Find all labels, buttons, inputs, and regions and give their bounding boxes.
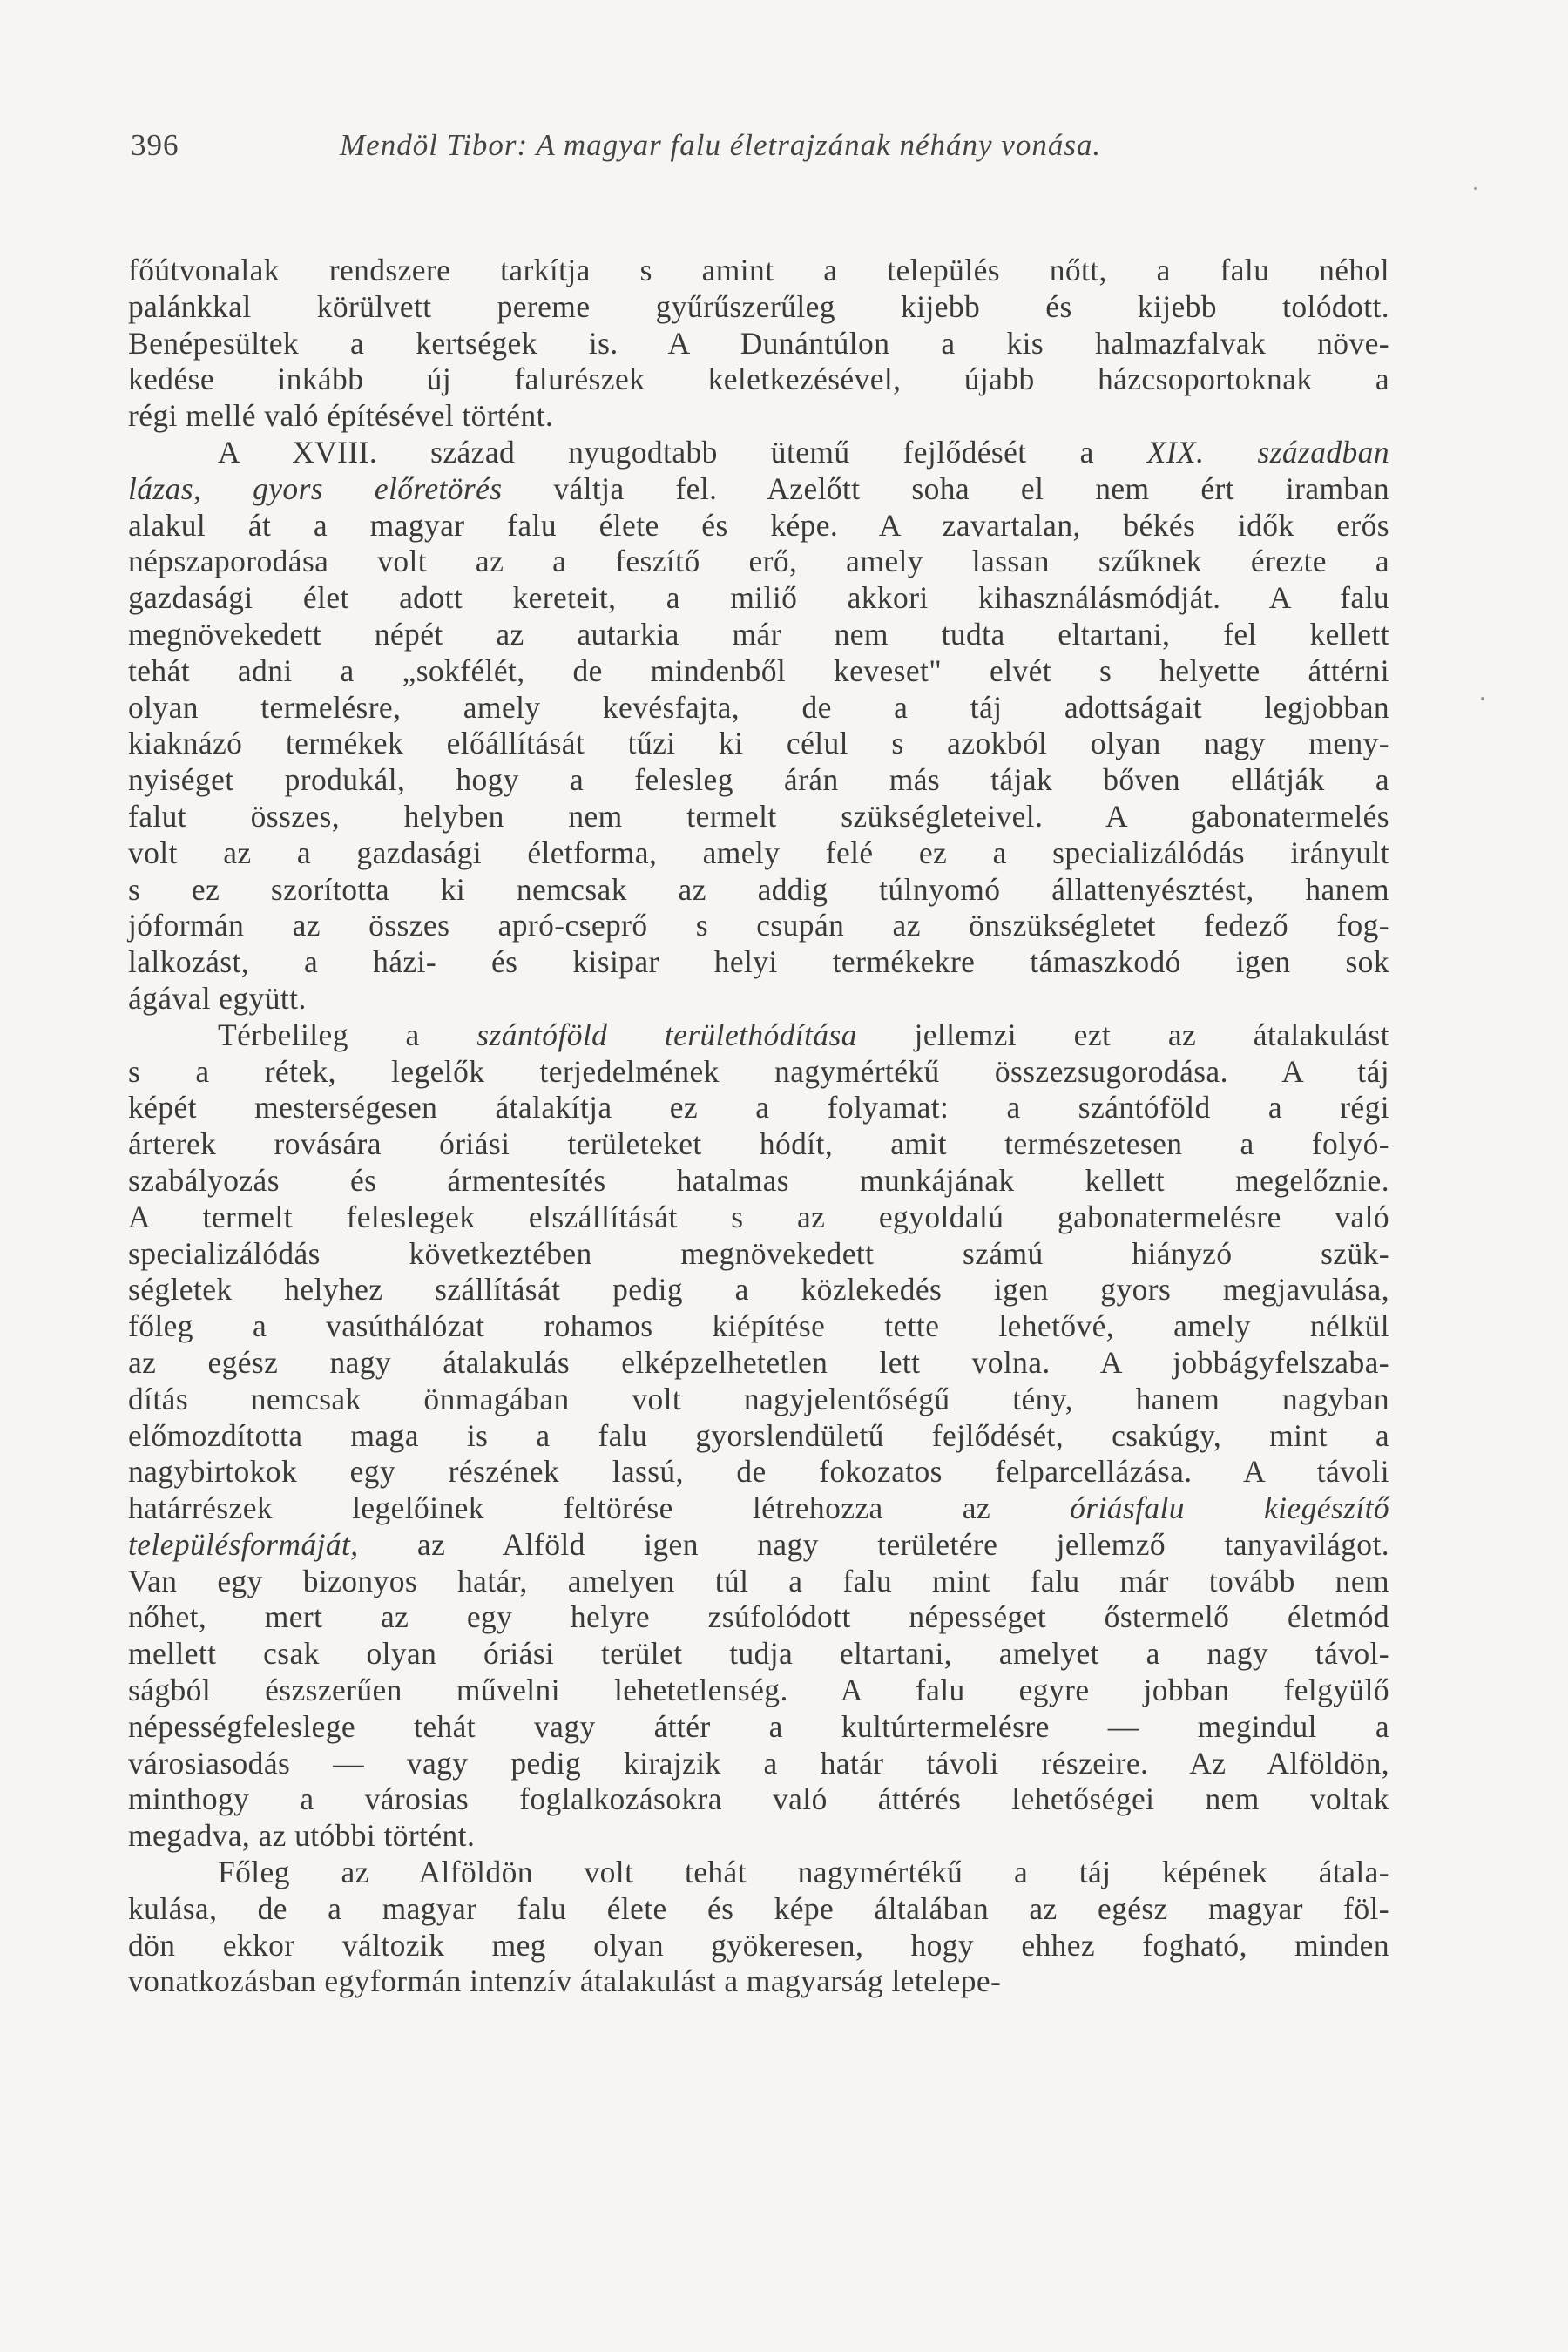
text-line [128, 580, 1389, 617]
line-text: városiasodás — vagy pedig kirajzik a határ távoli részeire. Az Alföldön, [128, 1745, 1389, 1781]
text-line [128, 1891, 1389, 1928]
line-text: régi mellé való építésével történt. [128, 398, 554, 434]
text-line [128, 253, 1389, 289]
line-text: olyan termelésre, amely kevésfajta, de a táj adottságait legjobban [128, 689, 1389, 725]
line-text: az Alföld igen nagy területére jellemző tanyavilágot. [358, 1526, 1389, 1562]
text-line [128, 1054, 1389, 1091]
line-text: előmozdította maga is a falu gyorslendületű fejlődését, csakúgy, mint a [128, 1417, 1389, 1453]
text-line [128, 1599, 1389, 1636]
text-line [128, 1781, 1389, 1818]
running-head [131, 128, 1389, 172]
line-text: lalkozást, a házi- és kisipar helyi termékekre támaszkodó igen sok [128, 944, 1389, 980]
text-line [128, 1200, 1389, 1236]
line-text: nőhet, mert az egy helyre zsúfolódott népességet őstermelő életmód [128, 1599, 1389, 1635]
text-line [128, 1382, 1389, 1418]
line-text: volt az a gazdasági életforma, amely felé ez a specializálódás irányult [128, 835, 1389, 870]
text-line [128, 1126, 1389, 1163]
line-text: nagybirtokok egy részének lassú, de fokozatos felparcellázása. A távoli [128, 1454, 1389, 1490]
line-text: Főleg az Alföldön volt tehát nagymértékű a táj képének átala- [218, 1855, 1389, 1890]
text-line [128, 1345, 1389, 1382]
text-line [128, 1746, 1389, 1782]
text-line [128, 398, 1389, 435]
text-line [128, 1090, 1389, 1126]
text-line [128, 544, 1389, 580]
line-text: palánkkal körülvett pereme gyűrűszerűleg kijebb és kijebb tolódott. [128, 288, 1389, 324]
line-text: ágával együtt. [128, 980, 307, 1016]
emphasized-text: lázas, gyors előretörés [128, 470, 503, 506]
text-line [128, 1017, 1389, 1054]
text-line [128, 726, 1389, 762]
text-line [128, 1418, 1389, 1455]
line-text: képét mesterségesen átalakítja ez a folyamat: a szántóföld a régi [128, 1090, 1389, 1125]
emphasized-text: településformáját, [128, 1526, 359, 1562]
line-text: váltja fel. Azelőtt soha el nem ért iramban [502, 470, 1389, 506]
running-title: Mendöl Tibor: A magyar falu életrajzának néhány vonása. [340, 128, 1102, 162]
print-speck [1481, 697, 1484, 700]
text-line [128, 1818, 1389, 1855]
text-line [128, 944, 1389, 981]
line-text: ságból észszerűen művelni lehetetlenség. A falu egyre jobban felgyülő [128, 1673, 1389, 1708]
line-text: megadva, az utóbbi történt. [128, 1818, 476, 1854]
line-text: ségletek helyhez szállítását pedig a közlekedés igen gyors megjavulása, [128, 1272, 1389, 1308]
line-text: megnövekedett népét az autarkia már nem tudta eltartani, fel kellett [128, 616, 1389, 652]
line-text: népszaporodása volt az a feszítő erő, amely lassan szűknek érezte a [128, 544, 1389, 579]
line-text: vonatkozásban egyformán intenzív átalakulást a magyarság letelepe- [128, 1963, 1002, 1999]
line-text: A XVIII. század nyugodtabb ütemű fejlődését a [218, 434, 1147, 470]
line-text: s a rétek, legelők terjedelmének nagymértékű összezsugorodása. A táj [128, 1053, 1389, 1089]
line-text: dön ekkor változik meg olyan gyökeresen, hogy ehhez fogható, minden [128, 1927, 1389, 1963]
text-line [128, 799, 1389, 835]
text-line [128, 1527, 1389, 1564]
text-line [128, 1308, 1389, 1345]
page-number: 396 [131, 128, 179, 162]
text-line [128, 1236, 1389, 1273]
emphasized-text: szántóföld területhódítása [476, 1017, 857, 1052]
text-line [128, 1490, 1389, 1527]
line-text: nyiséget produkál, hogy a felesleg árán más tájak bőven ellátják a [128, 762, 1389, 798]
line-text: főleg a vasúthálózat rohamos kiépítése tette lehetővé, amely nélkül [128, 1308, 1389, 1344]
line-text: s ez szorította ki nemcsak az addig túlnyomó állattenyésztést, hanem [128, 871, 1389, 907]
text-line [128, 1673, 1389, 1709]
print-speck [1474, 187, 1477, 190]
line-text: Van egy bizonyos határ, amelyen túl a falu mint falu már tovább nem [128, 1563, 1389, 1598]
line-text: gazdasági élet adott kereteit, a miliő akkori kihasználásmódját. A falu [128, 580, 1389, 616]
text-line [128, 653, 1389, 690]
line-text: kulása, de a magyar falu élete és képe általában az egész magyar föl- [128, 1890, 1389, 1926]
text-line [128, 762, 1389, 799]
text-line [128, 872, 1389, 909]
text-line [128, 908, 1389, 944]
text-line [128, 1709, 1389, 1746]
text-line [128, 981, 1389, 1017]
line-text: falut összes, helyben nem termelt szükségleteivel. A gabonatermelés [128, 798, 1389, 834]
line-text: specializálódás következtében megnövekedett számú hiányzó szük- [128, 1235, 1389, 1271]
line-text: az egész nagy átalakulás elképzelhetetlen lett volna. A jobbágyfelszaba- [128, 1344, 1389, 1380]
text-line [128, 1963, 1389, 2000]
line-text: népességfeleslege tehát vagy áttér a kultúrtermelésre — megindul a [128, 1708, 1389, 1744]
text-line [128, 362, 1389, 398]
text-line [128, 1564, 1389, 1600]
body-text [128, 253, 1389, 2000]
text-line [128, 326, 1389, 362]
text-line [128, 289, 1389, 326]
text-line [128, 1454, 1389, 1490]
line-text: árterek rovására óriási területeket hódít, amit természetesen a folyó- [128, 1126, 1389, 1162]
line-text: határrészek legelőinek feltörése létrehozza az [128, 1490, 1071, 1526]
line-text: alakul át a magyar falu élete és képe. A zavartalan, békés idők erős [128, 507, 1389, 543]
text-line [128, 1636, 1389, 1673]
line-text: kedése inkább új falurészek keletkezésével, újabb házcsoportoknak a [128, 362, 1389, 397]
line-text: szabályozás és ármentesítés hatalmas munkájának kellett megelőznie. [128, 1162, 1389, 1198]
text-line [128, 508, 1389, 544]
text-line [128, 1928, 1389, 1964]
line-text: Térbelileg a [218, 1017, 477, 1052]
text-line [128, 435, 1389, 471]
line-text: jellemzi ezt az átalakulást [856, 1017, 1390, 1052]
line-text: Benépesültek a kertségek is. A Dunántúlon a kis halmazfalvak növe- [128, 325, 1389, 361]
line-text: főútvonalak rendszere tarkítja s amint a település nőtt, a falu néhol [128, 253, 1389, 287]
emphasized-text: XIX. században [1146, 434, 1389, 470]
line-text: minthogy a városias foglalkozásokra való áttérés lehetőségei nem voltak [128, 1781, 1389, 1817]
line-text: jóformán az összes apró-cseprő s csupán az önszükségletet fedező fog- [128, 908, 1389, 943]
line-text: mellett csak olyan óriási terület tudja eltartani, amelyet a nagy távol- [128, 1636, 1389, 1672]
text-line [128, 1163, 1389, 1200]
line-text: A termelt feleslegek elszállítását s az egyoldalú gabonatermelésre való [128, 1199, 1389, 1234]
text-line [128, 471, 1389, 508]
line-text: dítás nemcsak önmagában volt nagyjelentőségű tény, hanem nagyban [128, 1381, 1389, 1416]
text-line [128, 1272, 1389, 1308]
emphasized-text: óriásfalu kiegészítő [1070, 1490, 1389, 1526]
text-line [128, 1855, 1389, 1891]
text-line [128, 835, 1389, 872]
text-line [128, 690, 1389, 727]
line-text: kiaknázó termékek előállítását tűzi ki célul s azokból olyan nagy meny- [128, 726, 1389, 761]
text-line [128, 617, 1389, 653]
line-text: tehát adni a „sokfélét, de mindenből keveset" elvét s helyette áttérni [128, 652, 1389, 688]
